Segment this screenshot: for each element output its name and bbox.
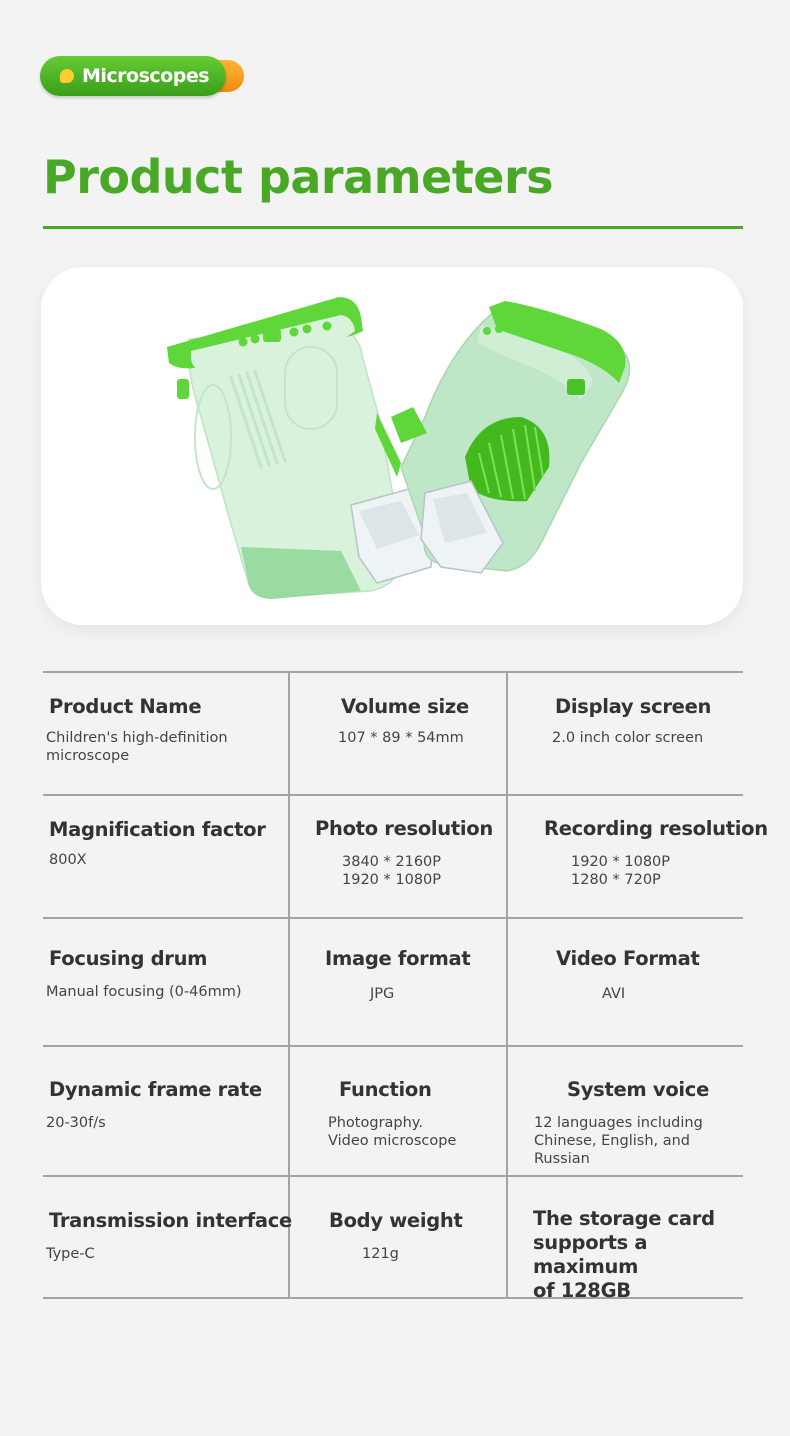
spec-storage-card bbox=[533, 1207, 743, 1303]
spec-value: 121g bbox=[362, 1246, 399, 1262]
microscope-left-icon bbox=[167, 297, 433, 599]
spec-title: Photo resolution bbox=[315, 817, 493, 840]
table-divider bbox=[43, 1045, 743, 1047]
spec-title: Transmission interface bbox=[49, 1209, 292, 1232]
title-underline bbox=[43, 226, 743, 229]
spec-value: Photography. Video microscope bbox=[328, 1115, 457, 1149]
spec-value: Type-C bbox=[46, 1246, 95, 1262]
category-badge[interactable] bbox=[40, 56, 246, 98]
spec-value: 2.0 inch color screen bbox=[552, 730, 704, 746]
spec-title: Dynamic frame rate bbox=[49, 1078, 262, 1101]
product-image-card bbox=[41, 267, 743, 625]
spec-volume-size bbox=[338, 695, 469, 747]
spec-recording-resolution bbox=[544, 817, 768, 889]
badge-pill[interactable] bbox=[40, 56, 226, 96]
spec-system-voice bbox=[534, 1078, 743, 1168]
spec-body-weight bbox=[329, 1209, 463, 1263]
microscope-right-icon bbox=[391, 301, 630, 573]
spec-title: The storage card supports a maximum of 128GB bbox=[533, 1207, 715, 1302]
spec-title: Function bbox=[339, 1078, 432, 1101]
spec-value: Manual focusing (0-46mm) bbox=[46, 984, 242, 1000]
spec-table bbox=[43, 671, 768, 1302]
table-divider bbox=[43, 671, 743, 673]
spec-title: Image format bbox=[325, 947, 471, 970]
spec-title: Magnification factor bbox=[49, 818, 266, 841]
table-divider bbox=[43, 917, 743, 919]
microscope-product-image bbox=[41, 267, 743, 625]
spec-function bbox=[328, 1078, 456, 1150]
column-divider bbox=[288, 671, 290, 1299]
spec-value: 800X bbox=[49, 852, 87, 868]
spec-image-format bbox=[325, 947, 470, 1003]
spec-value: 107 * 89 * 54mm bbox=[338, 730, 464, 746]
spec-title: Product Name bbox=[49, 695, 202, 718]
badge-label: Microscopes bbox=[82, 65, 210, 87]
spec-value: 3840 * 2160P 1920 * 1080P bbox=[342, 854, 442, 888]
spec-photo-resolution bbox=[315, 817, 493, 889]
spec-title: Video Format bbox=[556, 947, 700, 970]
table-divider bbox=[43, 794, 743, 796]
spec-value: 1920 * 1080P 1280 * 720P bbox=[571, 854, 671, 888]
spec-transmission bbox=[46, 1209, 292, 1263]
table-divider bbox=[43, 1175, 743, 1177]
page-title: Product parameters bbox=[43, 150, 554, 204]
spec-focusing-drum bbox=[46, 947, 242, 1001]
spec-display-screen bbox=[552, 695, 711, 747]
column-divider bbox=[506, 671, 508, 1299]
spec-magnification bbox=[49, 818, 266, 869]
leaf-icon bbox=[60, 69, 74, 83]
spec-video-format bbox=[556, 947, 700, 1003]
spec-title: Display screen bbox=[555, 695, 712, 718]
spec-title: Body weight bbox=[329, 1209, 463, 1232]
spec-value: Children's high-definition microscope bbox=[46, 730, 228, 764]
spec-title: Volume size bbox=[341, 695, 469, 718]
spec-value: 12 languages including Chinese, English, and Russian bbox=[534, 1115, 703, 1167]
spec-value: 20-30f/s bbox=[46, 1115, 106, 1131]
spec-title: Focusing drum bbox=[49, 947, 208, 970]
spec-product-name bbox=[46, 695, 228, 765]
spec-title: Recording resolution bbox=[544, 817, 768, 840]
spec-value: JPG bbox=[370, 986, 395, 1002]
spec-frame-rate bbox=[46, 1078, 262, 1132]
spec-value: AVI bbox=[602, 986, 626, 1002]
spec-title: System voice bbox=[567, 1078, 709, 1101]
